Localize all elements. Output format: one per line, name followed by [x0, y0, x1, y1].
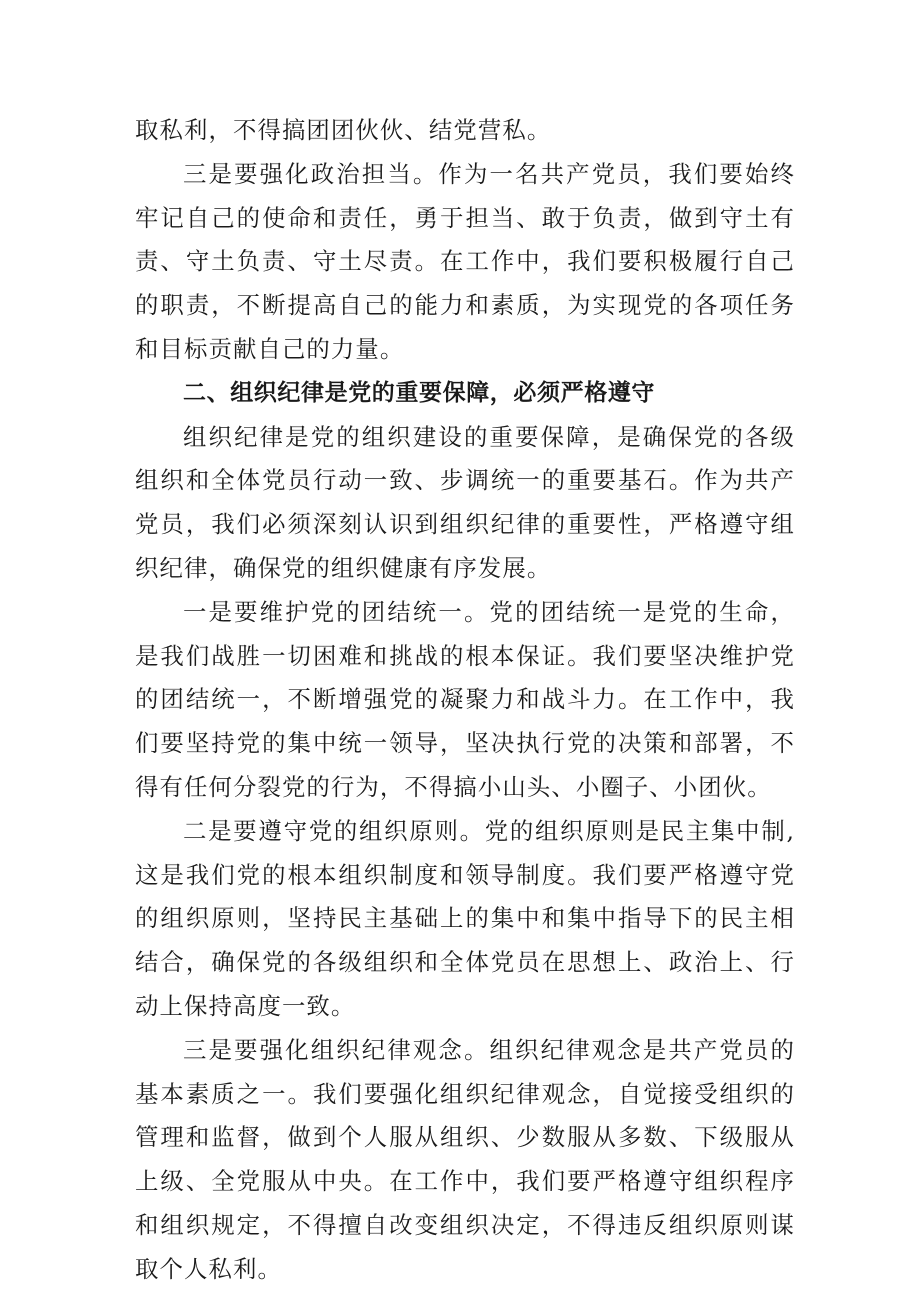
paragraph-unity: 一是要维护党的团结统一。党的团结统一是党的生命，是我们战胜一切困难和挑战的根本保证。我们要坚决维护党的团结统一，不断增强党的凝聚力和战斗力。在工作中，我们要坚持党的集中统一领导，坚决执行党的决策和部署，不得有任何分裂党的行为，不得搞小山头、小圈子、小团伙。	[135, 597, 795, 801]
paragraph-discipline-awareness: 三是要强化组织纪律观念。组织纪律观念是共产党员的基本素质之一。我们要强化组织纪律观念，自觉接受组织的管理和监督，做到个人服从组织、少数服从多数、下级服从上级、全党服从中央。在工作中，我们要严格遵守组织程序和组织规定，不得擅自改变组织决定，不得违反组织原则谋取个人私利。	[135, 1035, 795, 1283]
paragraph-discipline-intro: 组织纪律是党的组织建设的重要保障，是确保党的各级组织和全体党员行动一致、步调统一的重要基石。作为共产党员，我们必须深刻认识到组织纪律的重要性，严格遵守组织纪律，确保党的组织健康有序发展。	[135, 422, 795, 582]
paragraph-organizational-principles: 二是要遵守党的组织原则。党的组织原则是民主集中制,这是我们党的根本组织制度和领导制度。我们要严格遵守党的组织原则，坚持民主基础上的集中和集中指导下的民主相结合，确保党的各级组织和全体党员在思想上、政治上、行动上保持高度一致。	[135, 816, 795, 1020]
paragraph-political-responsibility: 三是要强化政治担当。作为一名共产党员，我们要始终牢记自己的使命和责任，勇于担当、敢于负责，做到守土有责、守土负责、守土尽责。在工作中，我们要积极履行自己的职责，不断提高自己的能力和素质，为实现党的各项任务和目标贡献自己的力量。	[135, 159, 795, 363]
section-heading-organizational-discipline: 二、组织纪律是党的重要保障，必须严格遵守	[183, 379, 655, 406]
paragraph-continuation: 取私利，不得搞团团伙伙、结党营私。	[135, 116, 552, 144]
document-body	[135, 109, 795, 1292]
